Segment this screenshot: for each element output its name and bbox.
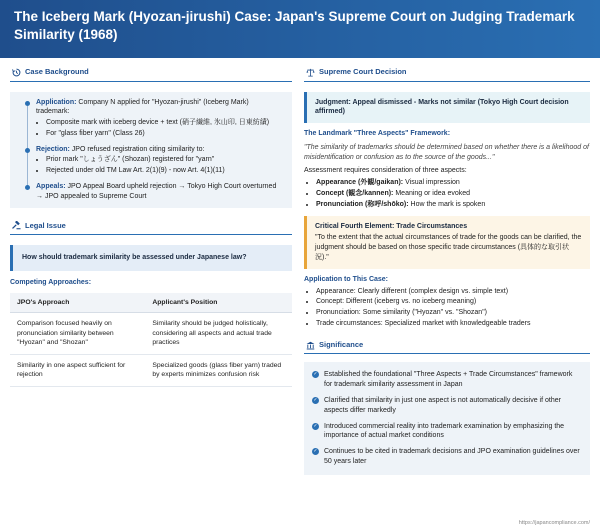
aspects-list — [304, 178, 590, 209]
judgment-box: Judgment: Appeal dismissed - Marks not similar (Tokyo High Court decision affirmed) — [304, 92, 590, 124]
significance-box — [304, 362, 590, 474]
aspect-desc: How the mark is spoken — [410, 200, 486, 208]
application-text: Company N applied for "Hyozan-jirushi" (Iceberg Mark) trademark: — [36, 98, 249, 116]
institution-icon — [306, 341, 315, 350]
application-item: • For "glass fiber yarn" (Class 26) — [46, 129, 284, 139]
significance-text: Established the foundational "Three Aspects + Trade Circumstances" framework for trademark similarity assessment in Japan — [324, 371, 573, 389]
framework-title: The Landmark "Three Aspects" Framework: — [304, 130, 451, 138]
timeline-dot — [25, 148, 30, 153]
significance-item — [312, 422, 582, 442]
section-legal-issue — [10, 218, 292, 236]
check-circle-icon: ✓ — [313, 422, 318, 429]
section-title-text: Significance — [319, 339, 364, 349]
section-title-text: Supreme Court Decision — [319, 67, 407, 76]
page-header — [0, 0, 600, 58]
section-case-background — [10, 64, 292, 82]
table-cell: Specialized goods (glass fiber yarn) traded by experts minimizes confusion risk — [145, 354, 292, 386]
aspect-item — [316, 178, 590, 188]
fourth-element-box — [304, 216, 590, 269]
section-title-text: Legal Issue — [25, 220, 66, 230]
check-circle-icon: ✓ — [313, 396, 318, 403]
section-title-text: Case Background — [25, 67, 89, 76]
fourth-element-text: "To the extent that the actual circumstances of trade for the goods can be clarified, the judgment should be based on those specific trade circumstances (具体的な取引状況)." — [315, 234, 582, 262]
significance-item — [312, 396, 582, 416]
section-supreme-court-decision — [304, 64, 590, 82]
significance-text: Continues to be cited in trademark decisions and JPO examination guidelines over 50 years later — [324, 448, 580, 465]
aspect-item — [316, 200, 590, 210]
list-item: • Pronunciation: Some similarity ("Hyozan" vs. "Shozan") — [316, 308, 590, 318]
appeals-text: JPO Appeal Board upheld rejection → Tokyo High Court overturned → JPO appealed to Supreme Court — [36, 183, 277, 200]
legal-question: How should trademark similarity be assessed under Japanese law? — [10, 245, 292, 271]
table-row — [10, 354, 292, 386]
right-column — [304, 64, 590, 475]
application-label: Application: — [36, 98, 77, 106]
table-header: JPO's Approach — [10, 293, 145, 313]
gavel-icon — [12, 221, 21, 230]
aspect-item — [316, 189, 590, 199]
significance-text: Clarified that similarity in just one aspect is not automatically decisive if other aspects differ markedly — [324, 396, 561, 414]
application-case-title: Application to This Case: — [304, 275, 389, 283]
aspect-name: Pronunciation (称呼/shōko): — [316, 200, 409, 208]
table-cell: Comparison focused heavily on pronunciation similarity between "Hyozan" and "Shozan" — [10, 313, 145, 355]
check-circle-icon: ✓ — [313, 371, 318, 378]
rejection-item: • Rejected under old TM Law Art. 2(1)(9) - now Art. 4(1)(11) — [46, 166, 284, 176]
table-header-row — [10, 293, 292, 313]
timeline-dot — [25, 185, 30, 190]
assessment-intro: Assessment requires consideration of three aspects: — [304, 167, 467, 175]
approaches-table — [10, 293, 292, 387]
application-item: • Composite mark with iceberg device + text (硝子繊維, 氷山印, 日東紡績) — [46, 118, 284, 128]
significance-item — [312, 370, 582, 390]
aspect-name: Concept (観念/kannen): — [316, 190, 394, 198]
table-header: Applicant's Position — [145, 293, 292, 313]
rejection-label: Rejection: — [36, 145, 70, 153]
check-circle-icon: ✓ — [313, 448, 318, 455]
application-list — [304, 287, 590, 329]
history-icon — [12, 68, 21, 77]
appeals-label: Appeals: — [36, 183, 66, 191]
rejection-item: • Prior mark "しょうざん" (Shozan) registered for "yarn" — [46, 155, 284, 165]
significance-text: Introduced commercial reality into trademark examination by emphasizing the importance of actual market conditions — [324, 422, 565, 440]
footer-url: https://japancompliance.com/ — [518, 520, 590, 527]
background-box — [10, 92, 292, 208]
balance-scale-icon — [306, 68, 315, 77]
page-title: The Iceberg Mark (Hyozan-jirushi) Case: Japan's Supreme Court on Judging Trademark Similarity (1968) — [14, 9, 575, 42]
list-item: • Trade circumstances: Specialized market with knowledgeable traders — [316, 319, 590, 329]
framework-quote: "The similarity of trademarks should be determined based on whether there is a likelihood of misidentification or confusion as to the source of the goods..." — [304, 143, 589, 161]
timeline-item-appeals — [20, 182, 284, 202]
significance-item — [312, 447, 582, 467]
list-item: • Concept: Different (iceberg vs. no iceberg meaning) — [316, 297, 590, 307]
aspect-desc: Visual impression — [405, 179, 460, 187]
table-row — [10, 313, 292, 355]
list-item: • Appearance: Clearly different (complex design vs. simple text) — [316, 287, 590, 297]
timeline-dot — [25, 101, 30, 106]
fourth-element-title: Critical Fourth Element: Trade Circumstances — [315, 222, 468, 230]
table-cell: Similarity should be judged holistically, considering all aspects and actual trade practices — [145, 313, 292, 355]
timeline-item-application — [20, 98, 284, 139]
rejection-text: JPO refused registration citing similarity to: — [71, 145, 205, 153]
aspect-name: Appearance (外観/gaikan): — [316, 179, 404, 187]
section-significance — [304, 337, 590, 355]
aspect-desc: Meaning or idea evoked — [395, 190, 471, 198]
competing-approaches-title: Competing Approaches: — [10, 278, 92, 286]
timeline-item-rejection — [20, 145, 284, 176]
left-column — [10, 64, 292, 387]
table-cell: Similarity in one aspect sufficient for rejection — [10, 354, 145, 386]
